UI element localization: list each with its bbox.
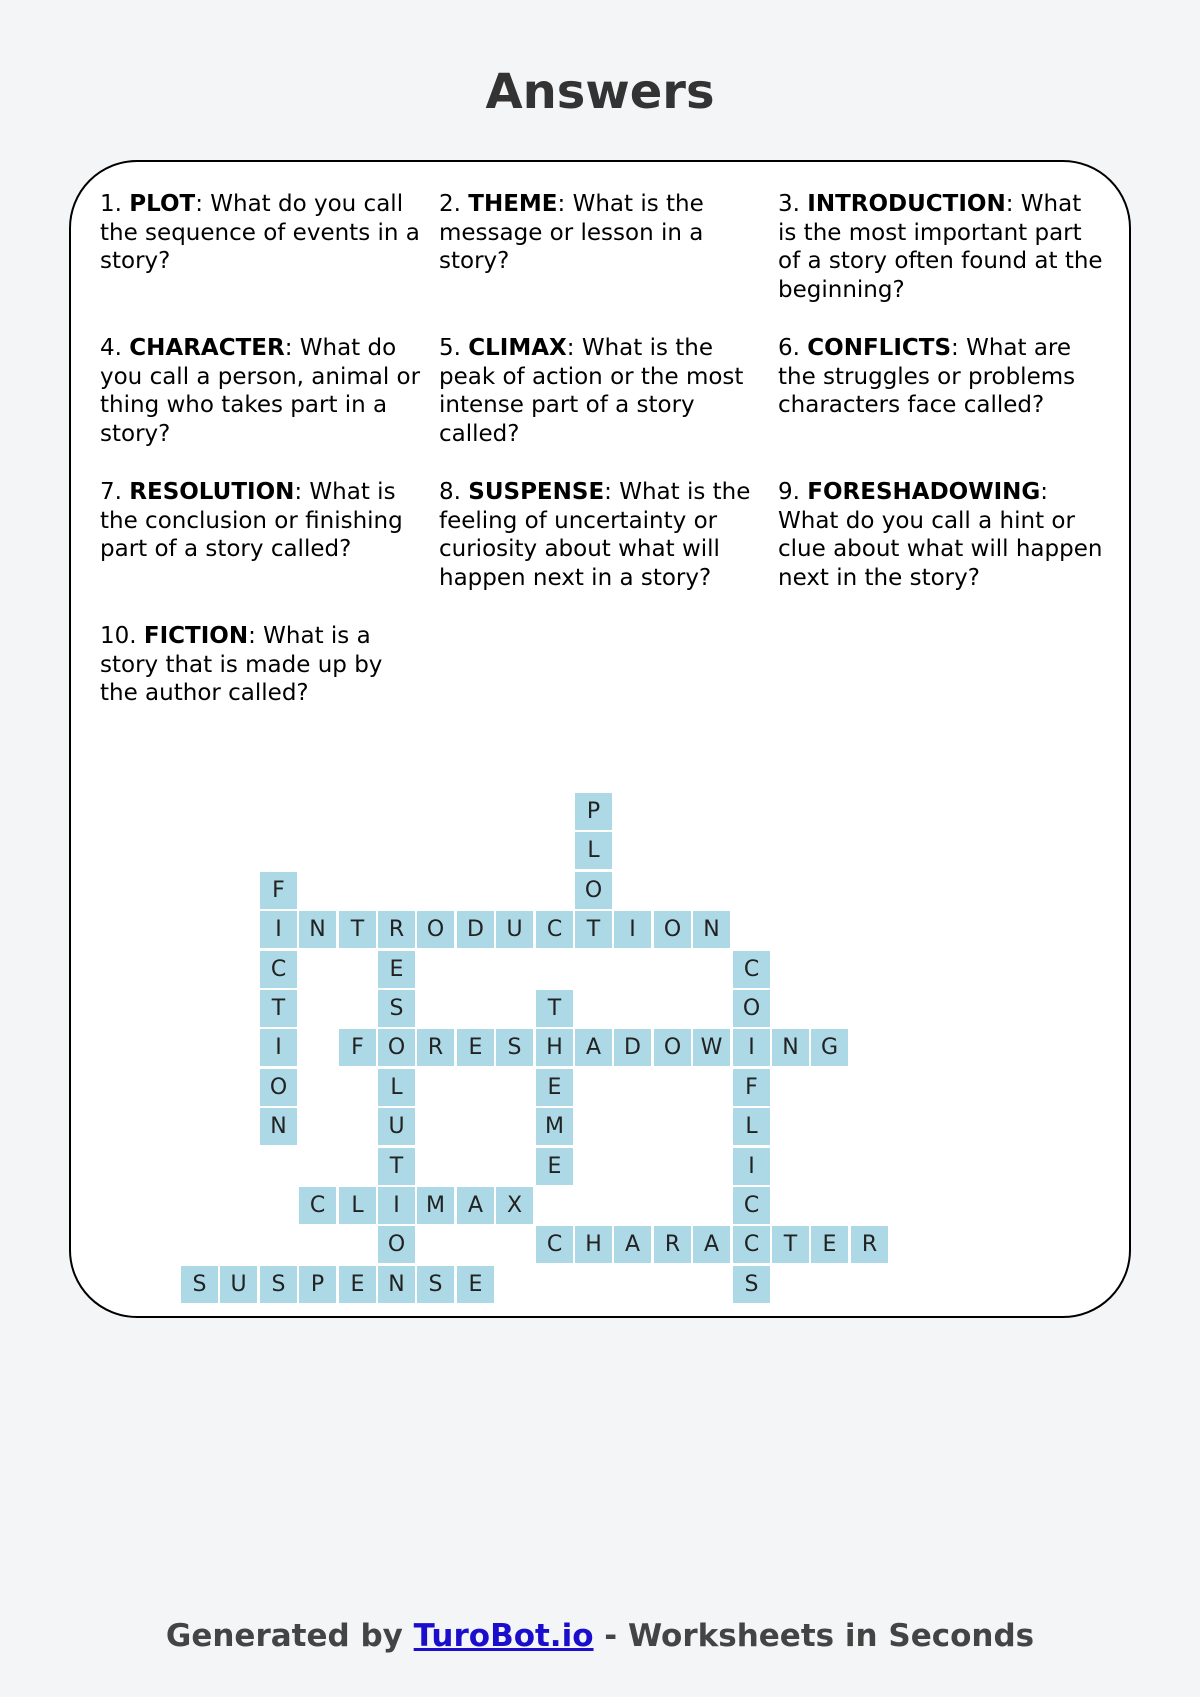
crossword-cell: P xyxy=(575,793,612,830)
crossword-cell: E xyxy=(457,1029,494,1066)
crossword-cell: N xyxy=(772,1029,809,1066)
footer-prefix: Generated by xyxy=(165,1618,414,1654)
crossword-cell: F xyxy=(733,1069,770,1106)
crossword-cell: H xyxy=(575,1226,612,1263)
clue-item xyxy=(778,334,1117,448)
crossword-cell: O xyxy=(260,1069,297,1106)
clue-text: : What is a story that is made up by the author called? xyxy=(100,623,383,706)
crossword-cell: C xyxy=(299,1187,336,1224)
crossword-cell: T xyxy=(378,1148,415,1185)
clue-answer: PLOT xyxy=(129,191,196,217)
clue-text: : What do you call the sequence of events in a story? xyxy=(100,191,420,274)
crossword-cell: N xyxy=(693,911,730,948)
clue-item xyxy=(100,622,439,708)
clue-number: 3. xyxy=(778,191,800,217)
turobot-link[interactable]: TuroBot.io xyxy=(413,1618,594,1654)
crossword-cell: L xyxy=(733,1108,770,1145)
crossword-cell: H xyxy=(536,1029,573,1066)
crossword-cell: C xyxy=(260,951,297,988)
clue-item xyxy=(778,190,1117,304)
crossword-cell: I xyxy=(733,1148,770,1185)
clue-item xyxy=(100,334,439,448)
crossword-cell: E xyxy=(536,1069,573,1106)
clue-number: 1. xyxy=(100,191,122,217)
crossword-cell: N xyxy=(378,1266,415,1303)
clue-text: : What are the struggles or problems characters face called? xyxy=(778,335,1076,418)
crossword-cell: P xyxy=(299,1266,336,1303)
crossword-cell: O xyxy=(378,1029,415,1066)
crossword-cell: L xyxy=(339,1187,376,1224)
crossword-cell: W xyxy=(693,1029,730,1066)
crossword-cell: S xyxy=(733,1266,770,1303)
clue-answer: RESOLUTION xyxy=(129,479,295,505)
crossword-cell: C xyxy=(733,951,770,988)
clue-number: 10. xyxy=(100,623,137,649)
crossword-cell: S xyxy=(496,1029,533,1066)
clue-item xyxy=(100,190,439,304)
crossword-cell: R xyxy=(378,911,415,948)
clue-item xyxy=(439,190,778,304)
crossword-cell: E xyxy=(339,1266,376,1303)
crossword-cell: M xyxy=(536,1108,573,1145)
crossword-cell: O xyxy=(417,911,454,948)
clue-answer: CONFLICTS xyxy=(807,335,952,361)
footer-suffix: - Worksheets in Seconds xyxy=(593,1618,1035,1654)
page-title: Answers xyxy=(485,64,715,120)
clue-text: : What is the peak of action or the most intense part of a story called? xyxy=(439,335,744,447)
crossword-cell: I xyxy=(378,1187,415,1224)
footer xyxy=(0,1618,1200,1654)
crossword-cell: R xyxy=(654,1226,691,1263)
crossword-cell: T xyxy=(536,990,573,1027)
crossword-cell: E xyxy=(378,951,415,988)
clue-answer: CLIMAX xyxy=(468,335,567,361)
crossword-cell: F xyxy=(339,1029,376,1066)
crossword-cell: I xyxy=(733,1029,770,1066)
clue-answer: CHARACTER xyxy=(129,335,285,361)
crossword-cell: N xyxy=(260,1108,297,1145)
clue-number: 6. xyxy=(778,335,800,361)
crossword-cell: S xyxy=(181,1266,218,1303)
crossword-cell: T xyxy=(772,1226,809,1263)
crossword-cell: E xyxy=(536,1148,573,1185)
crossword-cell: A xyxy=(575,1029,612,1066)
clue-number: 2. xyxy=(439,191,461,217)
crossword-cell: S xyxy=(417,1266,454,1303)
clue-number: 9. xyxy=(778,479,800,505)
crossword-cell: D xyxy=(457,911,494,948)
clue-list xyxy=(100,190,1120,708)
crossword-cell: O xyxy=(654,911,691,948)
crossword-cell: C xyxy=(536,1226,573,1263)
crossword-cell: S xyxy=(378,990,415,1027)
crossword-cell: A xyxy=(457,1187,494,1224)
crossword-cell: G xyxy=(811,1029,848,1066)
crossword-cell: I xyxy=(614,911,651,948)
crossword-cell: E xyxy=(811,1226,848,1263)
crossword-cell: U xyxy=(496,911,533,948)
crossword-cell: O xyxy=(575,872,612,909)
crossword-cell: X xyxy=(496,1187,533,1224)
clue-item xyxy=(439,334,778,448)
crossword-cell: S xyxy=(260,1266,297,1303)
crossword-cell: C xyxy=(733,1187,770,1224)
clue-number: 4. xyxy=(100,335,122,361)
crossword-cell: O xyxy=(654,1029,691,1066)
crossword-cell: R xyxy=(851,1226,888,1263)
clue-answer: FORESHADOWING xyxy=(807,479,1041,505)
crossword-cell: T xyxy=(339,911,376,948)
crossword-cell: C xyxy=(733,1226,770,1263)
crossword-cell: O xyxy=(378,1226,415,1263)
clue-text: : What do you call a hint or clue about what will happen next in the story? xyxy=(778,479,1103,591)
crossword-cell: T xyxy=(575,911,612,948)
clue-item xyxy=(778,478,1117,592)
crossword-cell: L xyxy=(378,1069,415,1106)
crossword-cell: I xyxy=(260,1029,297,1066)
crossword-cell: L xyxy=(575,832,612,869)
clue-number: 8. xyxy=(439,479,461,505)
clue-item xyxy=(439,478,778,592)
clue-text: : What do you call a person, animal or thing who takes part in a story? xyxy=(100,335,421,447)
clue-answer: FICTION xyxy=(143,623,249,649)
clue-number: 7. xyxy=(100,479,122,505)
crossword-cell: N xyxy=(299,911,336,948)
crossword-cell: E xyxy=(457,1266,494,1303)
crossword-cell: A xyxy=(614,1226,651,1263)
clue-text: : What is the message or lesson in a story? xyxy=(439,191,704,274)
clue-item xyxy=(100,478,439,592)
crossword-cell: F xyxy=(260,872,297,909)
crossword-cell: M xyxy=(417,1187,454,1224)
clue-text: : What is the feeling of uncertainty or curiosity about what will happen next in a story? xyxy=(439,479,751,591)
crossword-cell: C xyxy=(536,911,573,948)
crossword-cell: O xyxy=(733,990,770,1027)
clue-answer: INTRODUCTION xyxy=(807,191,1006,217)
crossword-cell: R xyxy=(417,1029,454,1066)
clue-answer: SUSPENSE xyxy=(468,479,605,505)
clue-number: 5. xyxy=(439,335,461,361)
clue-answer: THEME xyxy=(468,191,558,217)
crossword-cell: D xyxy=(614,1029,651,1066)
clue-text: : What is the most important part of a story often found at the beginning? xyxy=(778,191,1103,303)
crossword-cell: I xyxy=(260,911,297,948)
crossword-cell: T xyxy=(260,990,297,1027)
crossword-cell: U xyxy=(378,1108,415,1145)
crossword-cell: A xyxy=(693,1226,730,1263)
clue-text: : What is the conclusion or finishing part of a story called? xyxy=(100,479,403,562)
crossword-cell: U xyxy=(220,1266,257,1303)
